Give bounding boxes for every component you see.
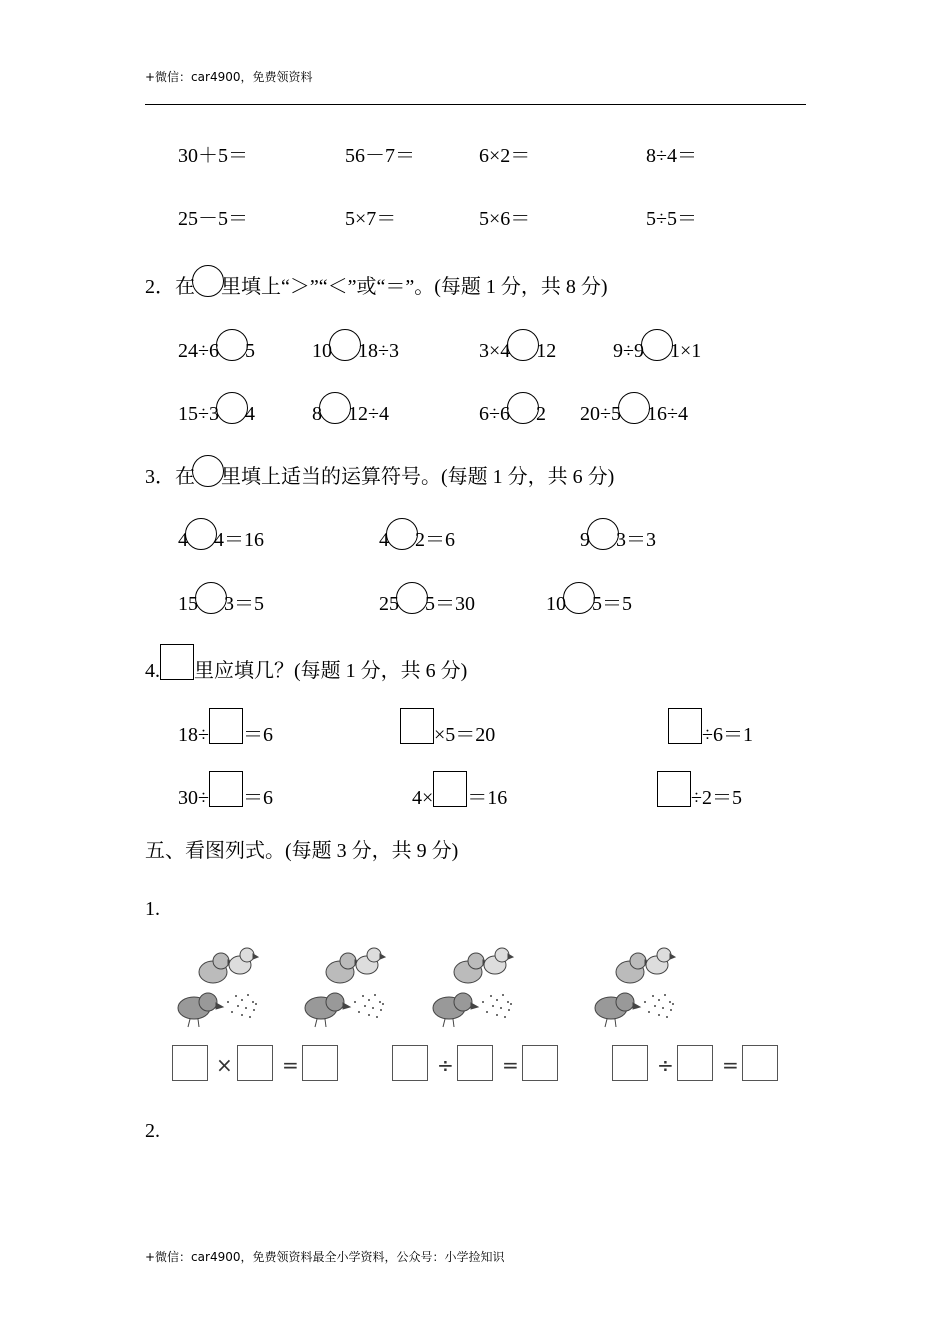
circle-blank <box>192 455 224 487</box>
grain-dots <box>644 994 674 1018</box>
operator-sign: ÷ <box>657 1053 674 1077</box>
chicks-illustration <box>295 940 395 1030</box>
q3-right: 5＝30 <box>425 593 475 615</box>
equation-box[interactable] <box>677 1045 713 1081</box>
header-rule <box>145 104 806 105</box>
q4-item <box>178 708 273 747</box>
section5-heading: 五、看图列式。(每题 3 分，共 9 分) <box>145 840 459 862</box>
q3-left: 4 <box>379 529 389 551</box>
q3-item <box>580 518 656 552</box>
q3-instruction: 里填上适当的运算符号。(每题 1 分，共 6 分) <box>221 466 615 488</box>
equation-box[interactable] <box>522 1045 558 1081</box>
problem-number: 2. <box>145 1120 160 1142</box>
equals-sign: = <box>722 1053 739 1077</box>
q2-left: 10 <box>312 340 332 362</box>
q2-left: 20÷5 <box>580 403 621 425</box>
q4-right: ＝6 <box>242 787 273 809</box>
q2-instruction: 里填上“＞”“＜”或“＝”。(每题 1 分，共 8 分) <box>221 276 608 298</box>
q3-right: 3＝5 <box>224 593 264 615</box>
q2-left: 15÷3 <box>178 403 219 425</box>
q3-item <box>379 518 455 552</box>
answer-box[interactable] <box>209 771 243 807</box>
operator-circle[interactable] <box>587 518 619 550</box>
q2-right: 18÷3 <box>358 340 399 362</box>
equation-box[interactable] <box>392 1045 428 1081</box>
page-footer: +微信：car4900，免费领资料最全小学资料，公众号：小学捡知识 <box>145 1250 505 1264</box>
operator-circle[interactable] <box>563 582 595 614</box>
equation-box[interactable] <box>742 1045 778 1081</box>
q2-item <box>178 392 255 426</box>
q2-item <box>312 392 389 426</box>
calc-item: 30＋5＝ <box>178 145 248 167</box>
equals-sign: = <box>282 1053 299 1077</box>
operator-circle[interactable] <box>386 518 418 550</box>
q2-item <box>479 392 546 426</box>
chicks-illustration <box>423 940 523 1030</box>
page-header: +微信：car4900，免费领资料 <box>145 70 313 84</box>
q2-number: 2．在 <box>145 276 195 298</box>
equals-sign: = <box>502 1053 519 1077</box>
q3-left: 10 <box>546 593 566 615</box>
operator-sign: × <box>216 1053 233 1077</box>
chick-icon <box>305 948 385 1027</box>
chicks-illustration <box>168 940 268 1030</box>
q3-right: 3＝3 <box>616 529 656 551</box>
compare-circle[interactable] <box>216 329 248 361</box>
q3-number: 3．在 <box>145 466 195 488</box>
q2-item <box>613 329 701 363</box>
q4-right: ×5＝20 <box>434 724 496 746</box>
q2-item <box>479 329 556 363</box>
equation-box[interactable] <box>612 1045 648 1081</box>
q2-left: 6÷6 <box>479 403 510 425</box>
chicks-illustration <box>585 940 685 1030</box>
q2-heading <box>145 265 608 299</box>
answer-box[interactable] <box>209 708 243 744</box>
compare-circle[interactable] <box>216 392 248 424</box>
compare-circle[interactable] <box>618 392 650 424</box>
q2-item <box>312 329 399 363</box>
q3-right: 2＝6 <box>415 529 455 551</box>
square-blank <box>160 644 194 680</box>
calc-item: 25－5＝ <box>178 208 248 230</box>
q4-right: ＝16 <box>467 787 508 809</box>
equation-box[interactable] <box>237 1045 273 1081</box>
q3-item <box>178 582 264 616</box>
q2-item <box>580 392 688 426</box>
chick-icon <box>595 948 675 1027</box>
operator-sign: ÷ <box>437 1053 454 1077</box>
q4-right: ＝6 <box>242 724 273 746</box>
calc-item: 6×2＝ <box>479 145 531 167</box>
q2-item <box>178 329 255 363</box>
compare-circle[interactable] <box>507 392 539 424</box>
q4-right: ÷2＝5 <box>691 787 742 809</box>
q3-item <box>379 582 475 616</box>
q2-right: 12 <box>536 340 557 362</box>
q4-item <box>178 771 273 810</box>
problem-number: 1. <box>145 898 160 920</box>
q4-right: ÷6＝1 <box>702 724 753 746</box>
compare-circle[interactable] <box>319 392 351 424</box>
q2-left: 3×4 <box>479 340 511 362</box>
compare-circle[interactable] <box>507 329 539 361</box>
q3-left: 25 <box>379 593 399 615</box>
calc-item: 5×6＝ <box>479 208 531 230</box>
q4-left: 30÷ <box>178 787 209 809</box>
q4-item <box>400 708 495 747</box>
q4-left: 18÷ <box>178 724 209 746</box>
q3-heading <box>145 455 614 489</box>
q2-right: 1×1 <box>669 340 702 362</box>
calc-item: 8÷4＝ <box>646 145 697 167</box>
q3-item <box>546 582 632 616</box>
answer-box[interactable] <box>657 771 691 807</box>
operator-circle[interactable] <box>185 518 217 550</box>
q3-left: 15 <box>178 593 198 615</box>
q2-left: 24÷6 <box>178 340 219 362</box>
q2-right: 12÷4 <box>348 403 389 425</box>
operator-circle[interactable] <box>195 582 227 614</box>
q4-item <box>668 708 753 747</box>
equation-box[interactable] <box>302 1045 338 1081</box>
grain-dots <box>227 994 257 1018</box>
chick-icon <box>433 948 513 1027</box>
grain-dots <box>354 994 384 1018</box>
chick-icon <box>178 948 258 1027</box>
calc-item: 5×7＝ <box>345 208 397 230</box>
q3-left: 9 <box>580 529 590 551</box>
answer-box[interactable] <box>433 771 467 807</box>
q4-item <box>657 771 742 810</box>
q3-right: 5＝5 <box>592 593 632 615</box>
q2-right: 16÷4 <box>646 403 688 425</box>
answer-box[interactable] <box>400 708 434 744</box>
q4-item <box>412 771 507 810</box>
operator-circle[interactable] <box>396 582 428 614</box>
compare-circle[interactable] <box>329 329 361 361</box>
equation-box[interactable] <box>172 1045 208 1081</box>
grain-dots <box>482 994 512 1018</box>
calc-item: 56－7＝ <box>345 145 415 167</box>
q2-left: 9÷9 <box>613 340 644 362</box>
q2-left: 8 <box>312 403 322 425</box>
q3-right: 4＝16 <box>214 529 264 551</box>
calc-item: 5÷5＝ <box>646 208 697 230</box>
compare-circle[interactable] <box>641 329 673 361</box>
q2-right: 2 <box>535 403 546 425</box>
q4-left: 4× <box>412 787 434 809</box>
q2-right: 5 <box>244 340 255 362</box>
q3-item <box>178 518 264 552</box>
circle-blank <box>192 265 224 297</box>
q4-instruction: 里应填几？(每题 1 分，共 6 分) <box>194 660 468 682</box>
q4-heading <box>145 644 467 683</box>
q2-right: 4 <box>244 403 255 425</box>
q4-number: 4. <box>145 660 160 682</box>
q3-left: 4 <box>178 529 188 551</box>
equation-box[interactable] <box>457 1045 493 1081</box>
answer-box[interactable] <box>668 708 702 744</box>
